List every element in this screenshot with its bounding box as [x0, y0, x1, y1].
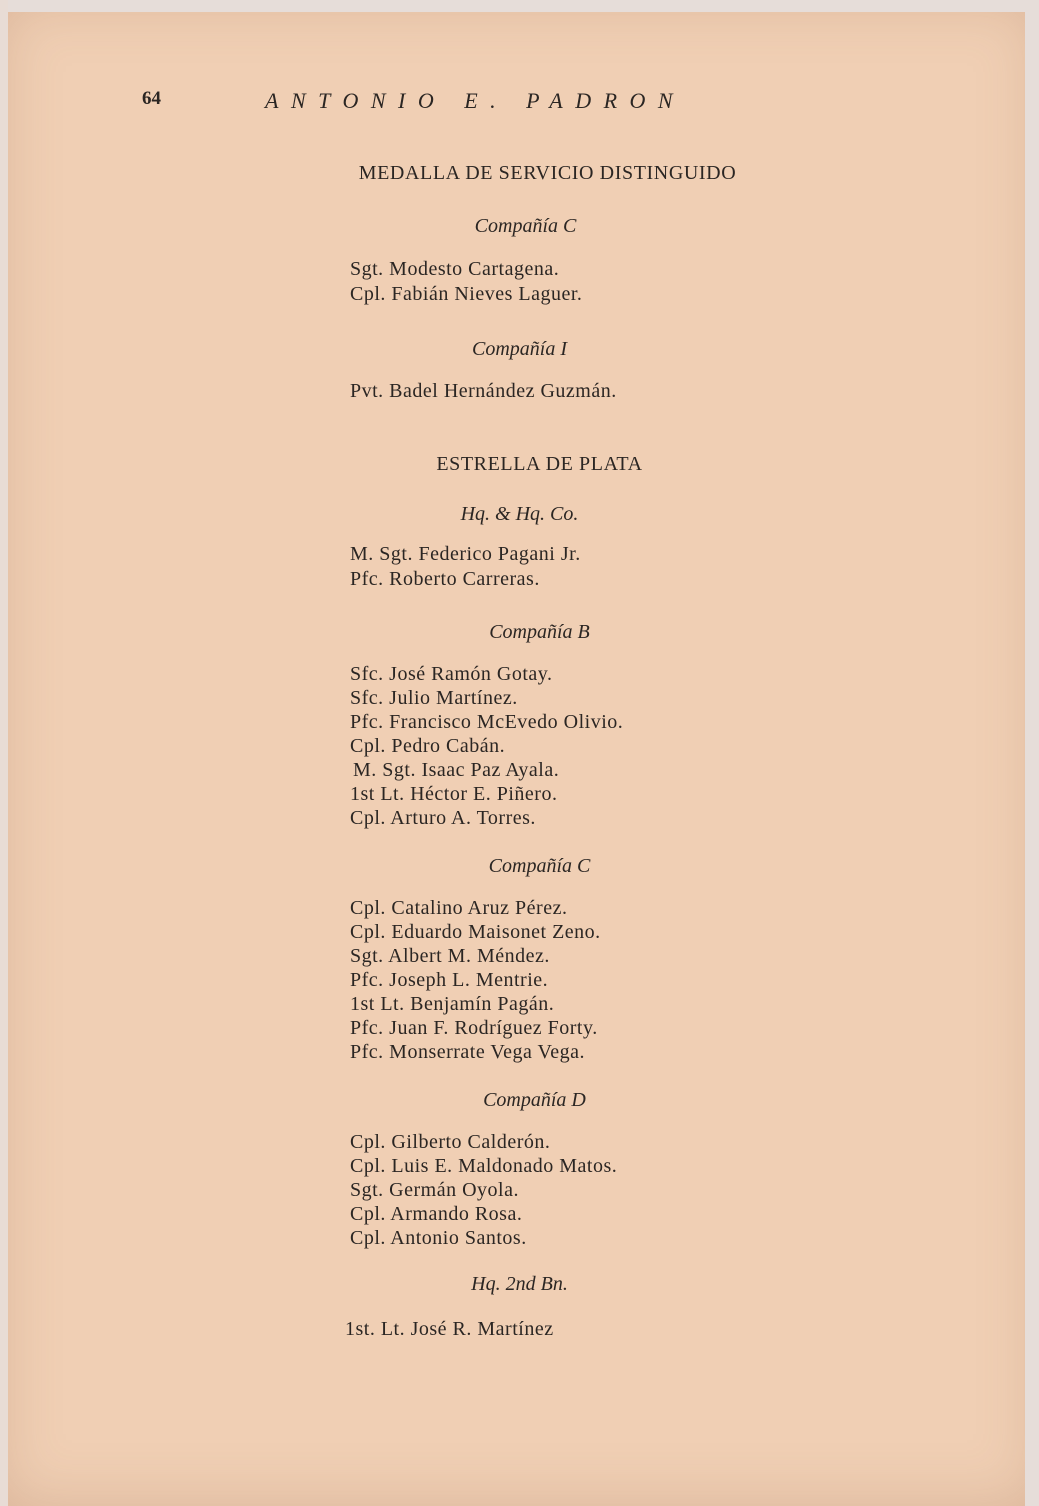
list-item: M. Sgt. Isaac Paz Ayala.: [353, 759, 560, 781]
list-item: M. Sgt. Federico Pagani Jr.: [350, 543, 581, 565]
list-item: Sgt. Germán Oyola.: [350, 1179, 519, 1201]
list-item: Cpl. Antonio Santos.: [350, 1227, 527, 1249]
list-item: Cpl. Fabián Nieves Laguer.: [350, 283, 583, 305]
list-item: Pfc. Juan F. Rodríguez Forty.: [350, 1017, 598, 1039]
list-item: 1st Lt. Héctor E. Piñero.: [350, 783, 558, 805]
list-item: Pfc. Monserrate Vega Vega.: [350, 1041, 585, 1063]
unit-heading: Hq. 2nd Bn.: [471, 1273, 568, 1295]
list-item: Cpl. Gilberto Calderón.: [350, 1131, 551, 1153]
list-item: Sgt. Modesto Cartagena.: [350, 258, 560, 280]
unit-heading: Compañía I: [472, 338, 567, 360]
section-heading-estrella: ESTRELLA DE PLATA: [436, 453, 643, 475]
unit-heading: Hq. & Hq. Co.: [460, 503, 579, 525]
list-item: Cpl. Arturo A. Torres.: [350, 807, 536, 829]
section-heading-medalla: MEDALLA DE SERVICIO DISTINGUIDO: [358, 162, 737, 184]
list-item: Sfc. Julio Martínez.: [350, 687, 518, 709]
unit-heading: Compañía C: [488, 855, 591, 877]
list-item: Pfc. Francisco McEvedo Olivio.: [350, 711, 624, 733]
list-item: Pfc. Joseph L. Mentrie.: [350, 969, 549, 991]
list-item: Sgt. Albert M. Méndez.: [350, 945, 550, 967]
running-title: ANTONIO E. PADRON: [265, 88, 686, 113]
list-item: Cpl. Catalino Aruz Pérez.: [350, 897, 568, 919]
unit-heading: Compañía D: [483, 1089, 586, 1111]
list-item: Cpl. Pedro Cabán.: [350, 735, 506, 757]
page-number: 64: [142, 88, 161, 109]
list-item: Cpl. Armando Rosa.: [350, 1203, 523, 1225]
list-item: Cpl. Eduardo Maisonet Zeno.: [350, 921, 601, 943]
running-head: [0, 88, 1039, 118]
page-edge-top: [0, 0, 1039, 12]
list-item: Pfc. Roberto Carreras.: [350, 568, 540, 590]
list-item: Pvt. Badel Hernández Guzmán.: [350, 380, 617, 402]
list-item: 1st. Lt. José R. Martínez: [345, 1318, 554, 1340]
list-item: 1st Lt. Benjamín Pagán.: [350, 993, 555, 1015]
unit-heading: Compañía C: [474, 215, 577, 237]
list-item: Sfc. José Ramón Gotay.: [350, 663, 553, 685]
unit-heading: Compañía B: [489, 621, 590, 643]
list-item: Cpl. Luis E. Maldonado Matos.: [350, 1155, 618, 1177]
